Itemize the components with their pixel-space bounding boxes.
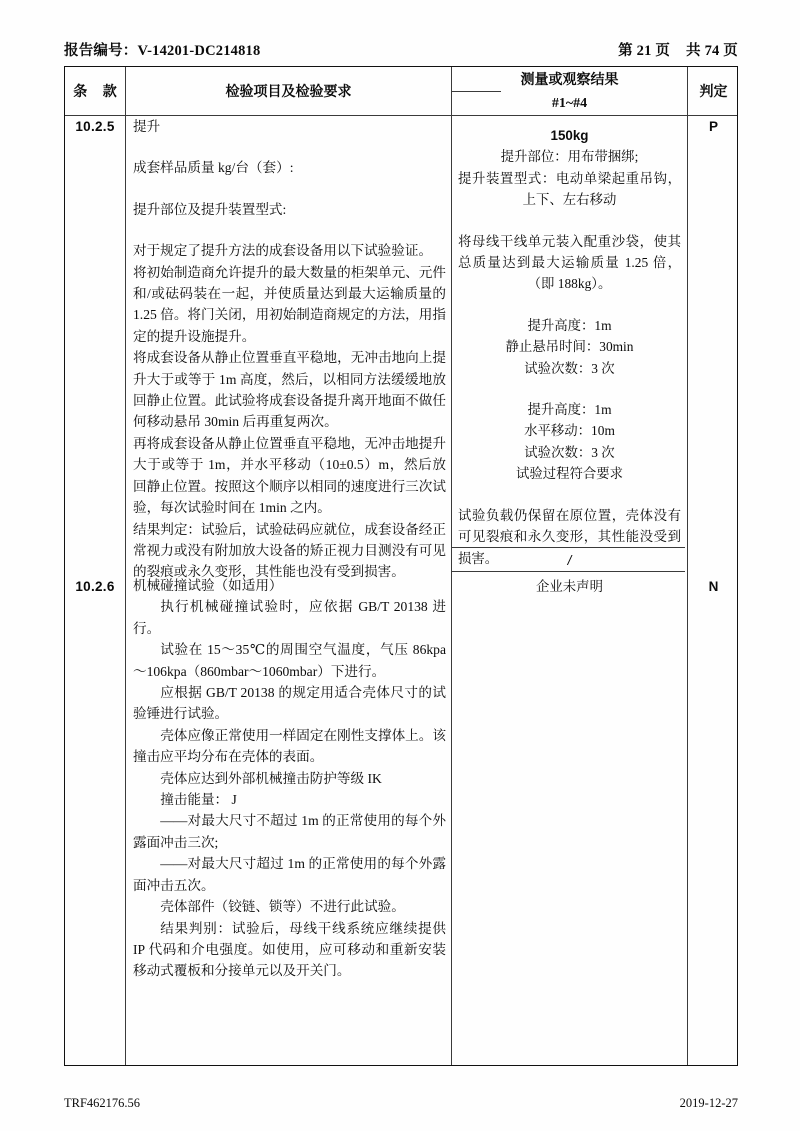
result-lift-device: 提升装置型式：电动单梁起重吊钩，上下、左右移动 bbox=[458, 170, 681, 208]
page-total: 共 74 页 bbox=[686, 43, 738, 59]
req-line: 结果判别：试验后，母线干线系统应继续提供 IP 代码和介电强度。如使用，应可移动和重新安装移动式覆板和分接单元以及开关门。 bbox=[133, 920, 446, 979]
report-number-label: 报告编号： bbox=[64, 43, 138, 59]
report-number bbox=[64, 39, 260, 60]
requirement-10-2-5 bbox=[126, 116, 451, 583]
req-line: 再将成套设备从静止位置垂直平稳地，无冲击地提升大于或等于 1m，并水平移动（10±0.5）m，然后放回静止位置。按照这个顺序以相同的速度进行三次试验，每次试验时间在 1min 之内。 bbox=[133, 435, 446, 516]
req-line: 壳体应达到外部机械撞击防护等级 IK bbox=[160, 770, 382, 786]
req-line: 壳体应像正常使用一样固定在刚性支撑体上。该撞击应平均分布在壳体的表面。 bbox=[133, 727, 446, 765]
result-conclusion: 试验负载仍保留在原位置，壳体没有可见裂痕和永久变形，其性能没受到损害。 bbox=[458, 507, 681, 566]
result-lift-point: 提升部位：用布带捆绑; bbox=[500, 149, 639, 165]
result-10-2-6-slash: / bbox=[567, 553, 572, 568]
result-10-2-5 bbox=[452, 125, 687, 569]
result-test2-compliance: 试验过程符合要求 bbox=[515, 466, 624, 482]
result-test2-count: 试验次数：3 次 bbox=[524, 444, 615, 460]
page-indicator bbox=[618, 39, 738, 60]
req-line: 结果判定：试验后，试验砝码应就位，成套设备经正常视力或没有附加放大设备的矫正视力目测没有可见的裂痕或永久变形，其性能也没有受到损害。 bbox=[133, 521, 446, 580]
result-mass: 150kg bbox=[550, 128, 589, 143]
result-test2-horizontal: 水平移动：10m bbox=[524, 423, 615, 439]
document-header bbox=[64, 38, 738, 60]
column-header-samples: #1~#4 bbox=[551, 95, 588, 111]
result-test1-count: 试验次数：3 次 bbox=[524, 360, 615, 376]
result-subcell-bottom-rule bbox=[451, 571, 685, 572]
column-header-item: 检验项目及检验要求 bbox=[225, 85, 352, 100]
footer-date: 2019-12-27 bbox=[679, 1096, 738, 1110]
result-test1-height: 提升高度：1m bbox=[527, 317, 612, 333]
column-header-verdict: 判定 bbox=[699, 85, 728, 100]
req-line: 将成套设备从静止位置垂直平稳地，无冲击地向上提升大于或等于 1m 高度，然后，以相同方法缓缓地放回静止位置。此试验将成套设备提升离开地面不做任何移动悬吊 30min 后再重复两次。 bbox=[133, 350, 446, 430]
inspection-table bbox=[64, 66, 738, 1066]
column-header-clause: 条 款 bbox=[73, 85, 123, 100]
clause-number-10-2-6: 10.2.6 bbox=[75, 579, 115, 594]
footer-trf-code: TRF462176.56 bbox=[64, 1096, 141, 1110]
req-line: 提升部位及提升装置型式: bbox=[133, 201, 287, 217]
req-line: 将初始制造商允许提升的最大数量的柜架单元、元件和/或砝码装在一起，并使质量达到最大运输质量的1.25 倍。将门关闭，用初始制造商规定的方法，用指定的提升设施提升。 bbox=[133, 264, 446, 344]
req-line: 机械碰撞试验（如适用） bbox=[133, 578, 283, 593]
verdict-10-2-6: N bbox=[708, 579, 719, 594]
page-current: 第 21 页 bbox=[618, 43, 671, 59]
req-line: 成套样品质量 kg/台（套）: bbox=[133, 160, 294, 176]
req-line: 应根据 GB/T 20138 的规定用适合壳体尺寸的试验锤进行试验。 bbox=[133, 685, 446, 722]
req-line: 对于规定了提升方法的成套设备用以下试验验证。 bbox=[133, 243, 433, 259]
req-impact-energy: 撞击能量： J bbox=[160, 792, 237, 808]
column-header-result: 测量或观察结果 bbox=[520, 73, 619, 88]
clause-number-10-2-5: 10.2.5 bbox=[75, 119, 115, 134]
requirement-10-2-6 bbox=[126, 575, 451, 982]
req-line: 提升 bbox=[133, 119, 161, 134]
req-line: 壳体部件（铰链、锁等）不进行此试验。 bbox=[160, 899, 405, 915]
document-footer bbox=[64, 1096, 738, 1111]
result-load-note: 将母线干线单元装入配重沙袋，使其总质量达到最大运输质量 1.25 倍，（即 188kg）。 bbox=[458, 233, 681, 292]
req-line: ——对最大尺寸超过 1m 的正常使用的每个外露面冲击五次。 bbox=[133, 856, 446, 893]
column-rule-result bbox=[687, 67, 688, 1065]
result-test1-hold-time: 静止悬吊时间：30min bbox=[505, 339, 634, 355]
req-line: ——对最大尺寸不超过 1m 的正常使用的每个外露面冲击三次; bbox=[133, 813, 446, 850]
req-line: 执行机械碰撞试验时，应依据 GB/T 20138 进行。 bbox=[133, 599, 446, 636]
result-test2-height: 提升高度：1m bbox=[527, 402, 612, 418]
result-10-2-6: 企业未声明 bbox=[536, 579, 603, 594]
req-line: 试验在 15～35℃的周围空气温度，气压 86kpa～106kpa（860mbar～1060mbar）下进行。 bbox=[133, 642, 446, 679]
report-number-value: V-14201-DC214818 bbox=[137, 43, 261, 59]
verdict-10-2-5: P bbox=[708, 119, 718, 134]
